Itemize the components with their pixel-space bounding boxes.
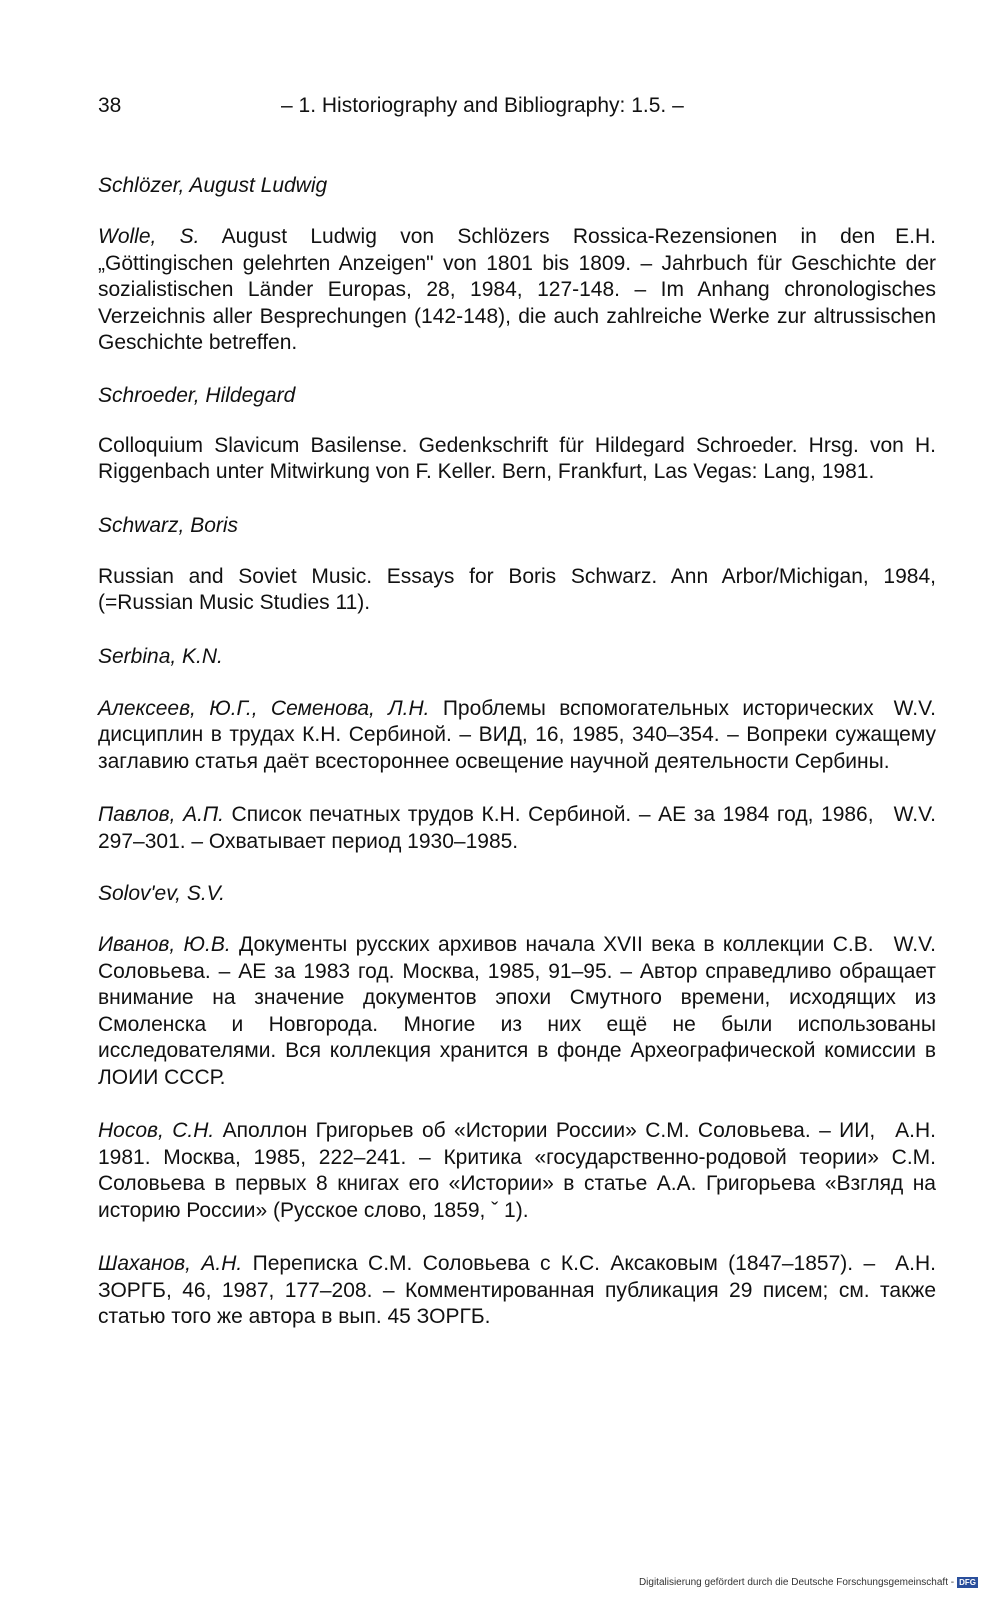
entry-text: Проблемы вспомогательных исторических дисциплин в трудах К.Н. Сербиной. – ВИД, 16, 1985, 340–354. – Вопреки сужащему заглавию статья даёт всестороннее освещение научной деятельности Сербины.	[98, 696, 936, 773]
reviewer-initials: E.H.	[895, 225, 936, 248]
section	[98, 512, 936, 617]
section-heading: Solov'ev, S.V.	[98, 882, 225, 905]
section-heading: Serbina, K.N.	[98, 644, 223, 668]
footer-text: Digitalisierung gefördert durch die Deutsche Forschungsgemeinschaft -	[638, 1577, 955, 1588]
bibliography-entry	[98, 802, 936, 855]
section-heading: Schroeder, Hildegard	[98, 383, 296, 407]
dfg-logo: DFG	[959, 1578, 976, 1587]
bibliography-entry	[98, 1118, 936, 1224]
bibliography-entry	[98, 433, 936, 486]
entry-text: Список печатных трудов К.Н. Сербиной. – АЕ за 1984 год, 1986, 297–301. – Охватывает период 1930–1985.	[98, 803, 874, 853]
entry-author: Шаханов, А.Н.	[98, 1252, 243, 1275]
entry-text: Документы русских архивов начала XVII века в коллекции С.В. Соловьева. – АЕ за 1983 год. Москва, 1985, 91–95. – Автор справедливо обращает внимание на значение документов эпохи Смутного времени, исходящих из Смоленска и Новгорода. Многие из них ещё не были использованы исследователями. Вся коллекция хранится в фонде Археографической комиссии в ЛОИИ СССР.	[98, 933, 936, 1089]
entry-text: Colloquium Slavicum Basilense. Gedenkschrift für Hildegard Schroeder. Hrsg. von H. Riggenbach unter Mitwirkung von F. Keller. Bern, Frankfurt, Las Vegas: Lang, 1981.	[98, 433, 936, 483]
section	[98, 643, 936, 856]
reviewer-initials: W.V.	[893, 803, 936, 826]
reviewer-initials: W.V.	[893, 933, 936, 956]
page-number: 38	[98, 94, 122, 117]
reviewer-initials: W.V.	[893, 696, 936, 720]
entry-text: Аполлон Григорьев об «Истории России» С.М. Соловьева. – ИИ, 1981. Москва, 1985, 222–241. – Критика «государственно-родовой теории» С.М. Соловьева в первых 8 книгах его «Истории» в статье А.А. Григорьева «Взгляд на историю России» (Русское слово, 1859, ˇ 1).	[98, 1119, 936, 1222]
footer	[639, 1577, 978, 1588]
section	[98, 880, 936, 1331]
bibliography-entry	[98, 932, 936, 1091]
bibliography-entry	[98, 696, 936, 776]
entry-author: Павлов, А.П.	[98, 803, 224, 826]
running-header	[98, 94, 936, 126]
entry-text: Russian and Soviet Music. Essays for Boris Schwarz. Ann Arbor/Michigan, 1984, (=Russian Music Studies 11).	[98, 564, 936, 614]
bibliography-body	[98, 172, 936, 1331]
entry-author: Носов, С.Н.	[98, 1119, 215, 1142]
entry-author: Wolle, S.	[98, 225, 200, 248]
section-heading: Schlözer, August Ludwig	[98, 174, 328, 197]
entry-text: Переписка С.М. Соловьева с К.С. Аксаковым (1847–1857). – ЗОРГБ, 46, 1987, 177–208. – Комментированная публикация 29 писем; см. также статью того же автора в вып. 45 ЗОРГБ.	[98, 1252, 936, 1328]
reviewer-initials: A.H.	[895, 1119, 936, 1142]
section-heading: Schwarz, Boris	[98, 513, 239, 537]
bibliography-entry	[98, 564, 936, 617]
entry-text: August Ludwig von Schlözers Rossica-Rezensionen in den „Göttingischen gelehrten Anzeigen" von 1801 bis 1809. – Jahrbuch für Geschichte der sozialistischen Länder Europas, 28, 1984, 127-148. – Im Anhang chronologisches Verzeichnis aller Besprechungen (142-148), die auch zahlreiche Werke zur altrussischen Geschichte betreffen.	[98, 225, 936, 354]
entry-author: Алексеев, Ю.Г., Семенова, Л.Н.	[98, 696, 430, 720]
section	[98, 172, 936, 357]
entry-author: Иванов, Ю.В.	[98, 933, 231, 956]
bibliography-entry	[98, 224, 936, 357]
running-title: – 1. Historiography and Bibliography: 1.5. –	[281, 94, 684, 117]
page	[98, 94, 936, 1331]
reviewer-initials: A.H.	[895, 1252, 936, 1275]
section	[98, 382, 936, 486]
bibliography-entry	[98, 1251, 936, 1331]
